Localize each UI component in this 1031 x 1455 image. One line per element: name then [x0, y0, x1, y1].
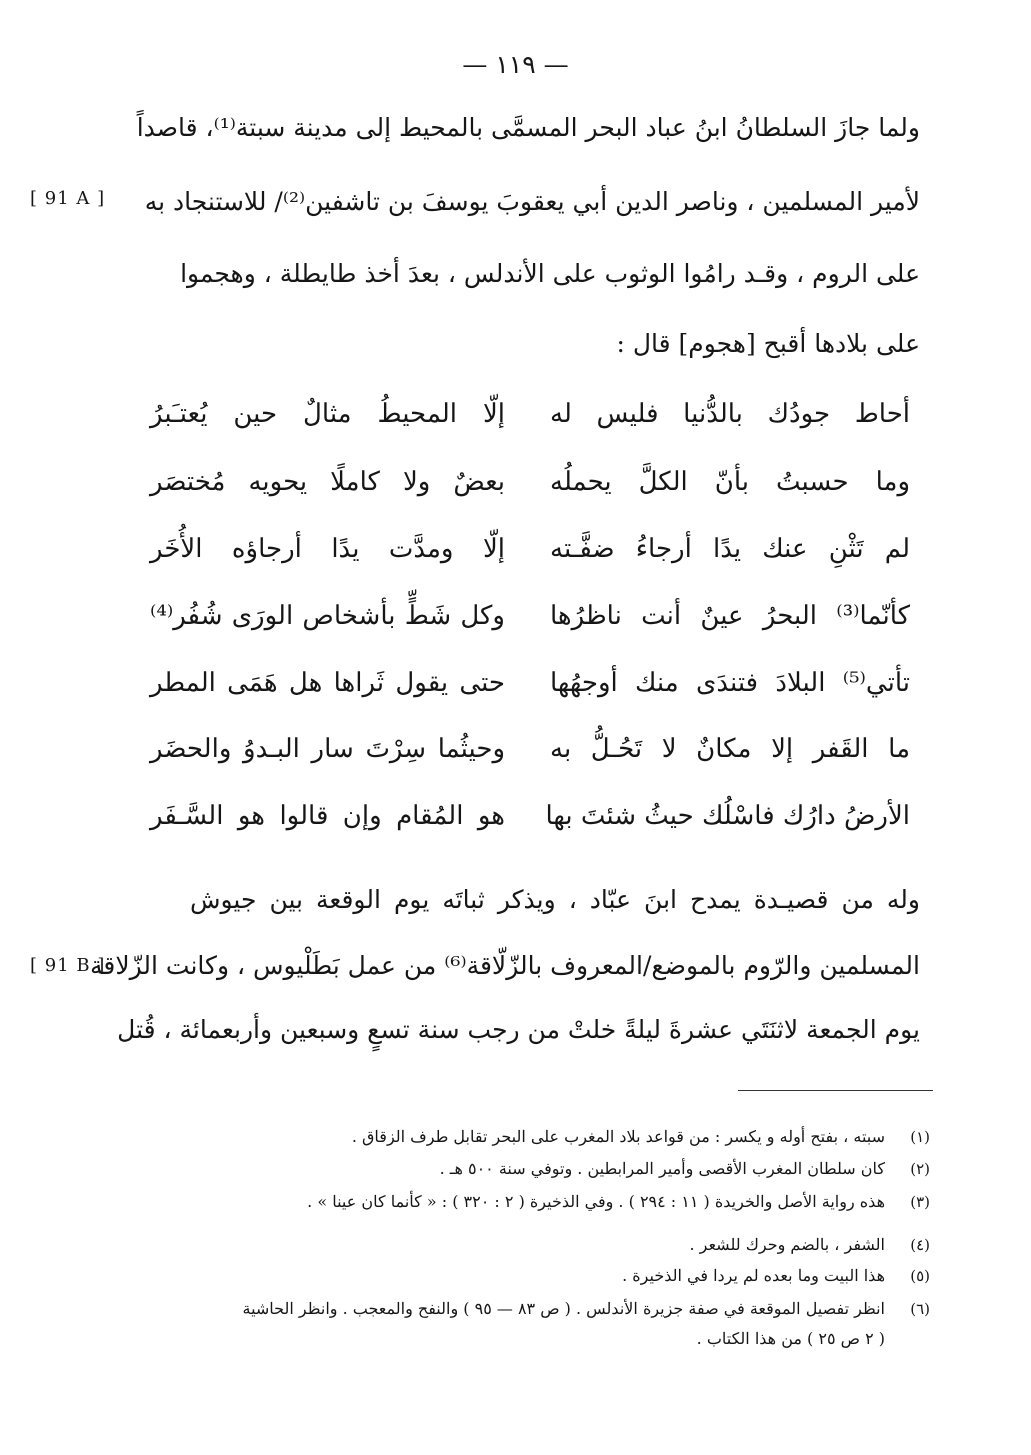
paragraph-2-line-2: المسلمين والرّوم بالموضع/المعروف بالزّلّاقة⁽⁶⁾ من عمل بَطَلْيوس ، وكانت الزّلاقة [90, 951, 920, 980]
paragraph-1-line-4: على بلادها أقبح [هجوم] قال : [616, 329, 920, 358]
folio-marker-91a: [ 91 A ] [30, 188, 106, 209]
verse-line [150, 392, 910, 436]
verse-line [150, 727, 910, 771]
page-number: — ١١٩ — [462, 50, 569, 79]
footnote-text: هذه رواية الأصل والخريدة ( ١١ : ٢٩٤ ) . وفي الذخيرة ( ٢ : ٣٢٠ ) : « كأنما كان عينا » . [307, 1192, 885, 1211]
footnote-number: (٤) [910, 1236, 930, 1254]
verse-line [150, 460, 910, 504]
paragraph-2-line-3: يوم الجمعة لاثنَتَي عشرةَ ليلةً خلتْ من رجب سنة تسعٍ وسبعين وأربعمائة ، قُتل [117, 1015, 920, 1044]
verse-first-hemistich: تأتي⁽⁵⁾ البلادَ فتندَى منك أوجهُها [550, 668, 910, 698]
footnote-number: (٢) [910, 1160, 930, 1178]
verse-first-hemistich: لم تَثْنِ عنك يدًا أرجاءُ ضفَّـته [550, 534, 910, 564]
footnote-text-continuation: ( ٢ ص ٢٥ ) من هذا الكتاب . [696, 1329, 885, 1348]
paragraph-1-line-3: على الروم ، وقـد رامُوا الوثوب على الأندلس ، بعدَ أخذ طايطلة ، وهجموا [180, 259, 920, 288]
footnote-number: (٣) [910, 1193, 930, 1211]
verse-second-hemistich: وكل شَطٍّ بأشخاص الورَى شُفُر⁽⁴⁾ [150, 601, 505, 631]
verse-second-hemistich: حتى يقول ثَراها هل هَمَى المطر [150, 668, 505, 698]
footnote-text: الشفر ، بالضم وحرك للشعر . [689, 1235, 885, 1254]
paragraph-1-line-1: ولما جازَ السلطانُ ابنُ عباد البحر المسمَّى بالمحيط إلى مدينة سبتة⁽¹⁾، قاصداً [136, 113, 920, 142]
footnote-text: هذا البيت وما بعده لم يردا في الذخيرة . [622, 1266, 885, 1285]
footnote-text: سبته ، بفتح أوله و يكسر : من قواعد بلاد المغرب على البحر تقابل طرف الزقاق . [351, 1127, 885, 1146]
verse-line [150, 661, 910, 705]
footnote-text: كان سلطان المغرب الأقصى وأمير المرابطين . وتوفي سنة ٥٠٠ هـ . [439, 1159, 885, 1178]
verse-first-hemistich: وما حسبتُ بأنّ الكلَّ يحملُه [550, 467, 910, 497]
footnote-separator [738, 1090, 933, 1091]
verse-line [150, 594, 910, 638]
footnote-text: انظر تفصيل الموقعة في صفة جزيرة الأندلس . ( ص ٨٣ — ٩٥ ) والنفح والمعجب . وانظر الحاشية [242, 1299, 885, 1318]
verse-first-hemistich: ما القَفر إلا مكانٌ لا تَحُـلُّ به [550, 734, 910, 764]
paragraph-2-line-1: وله من قصيـدة يمدح ابنَ عبّاد ، ويذكر ثباتَه يوم الوقعة بين جيوش [190, 885, 920, 914]
verse-line [150, 527, 910, 571]
verse-second-hemistich: إلّا المحيطُ مثالٌ حين يُعتـَبرُ [150, 399, 505, 429]
paragraph-1-line-2: لأمير المسلمين ، وناصر الدين أبي يعقوبَ يوسفَ بن تاشفين⁽²⁾/ للاستنجاد به [144, 187, 920, 216]
verse-first-hemistich: كأنّما⁽³⁾ البحرُ عينٌ أنت ناظرُها [550, 601, 910, 631]
footnote-number: (١) [910, 1128, 930, 1146]
verse-second-hemistich: وحيثُما سِرْتَ سار البـدوُ والحضَر [150, 734, 505, 764]
verse-second-hemistich: بعضٌ ولا كاملًا يحويه مُختصَر [150, 467, 505, 497]
footnote-number: (٦) [910, 1300, 930, 1318]
verse-first-hemistich: الأرضُ دارُك فاسْلُك حيثُ شئتَ بها [545, 801, 910, 831]
folio-marker-91b: [ 91 B ] [30, 955, 106, 976]
verse-first-hemistich: أحاط جودُك بالدُّنيا فليس له [550, 399, 910, 429]
verse-second-hemistich: هو المُقام وإن قالوا هو السَّـفَر [150, 801, 505, 831]
verse-second-hemistich: إلّا ومدَّت يدًا أرجاؤه الأُخَر [150, 534, 505, 564]
footnote-number: (٥) [910, 1267, 930, 1285]
verse-line [150, 794, 910, 838]
